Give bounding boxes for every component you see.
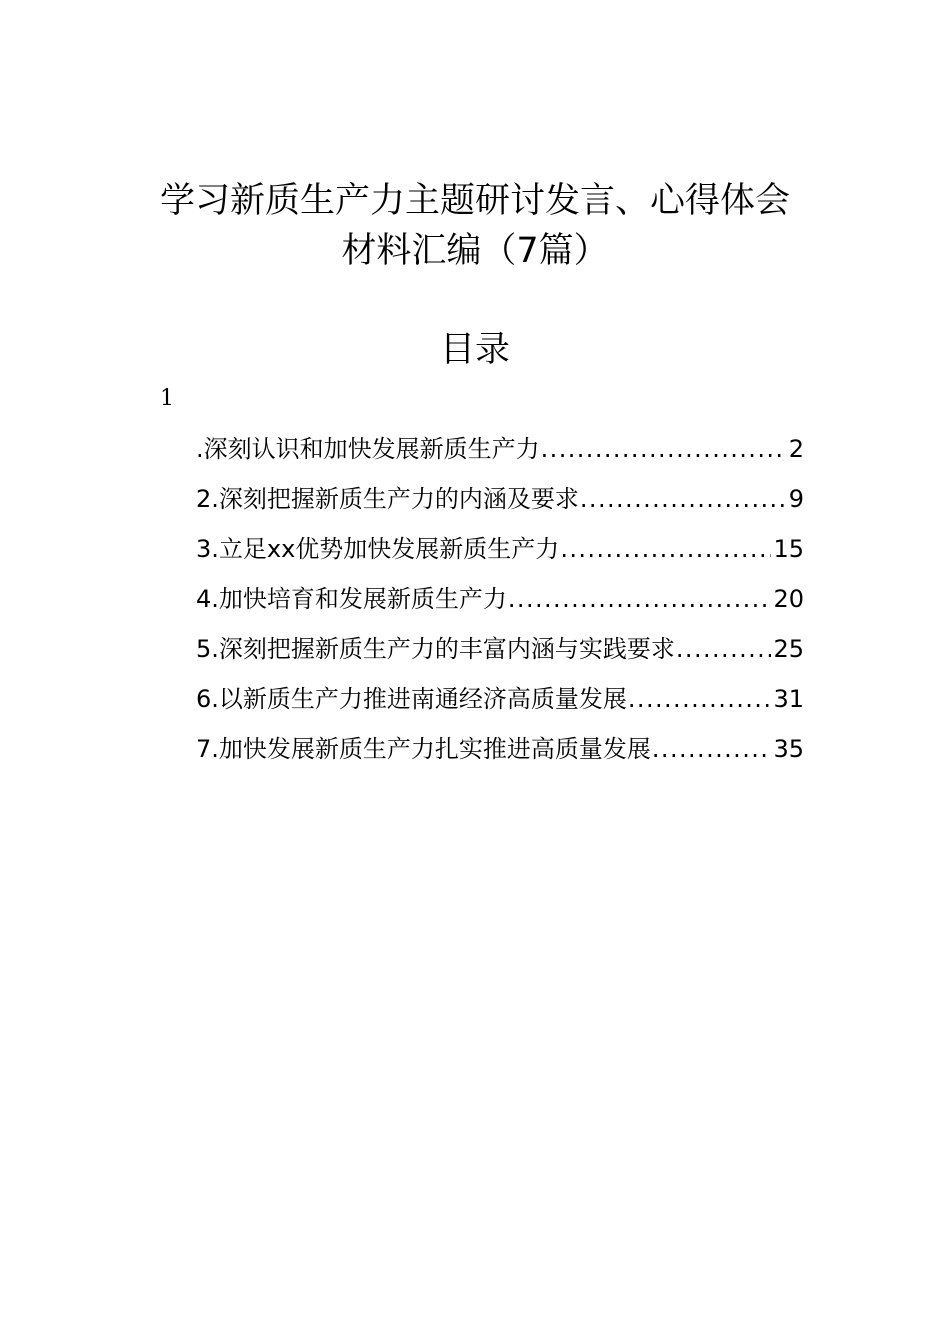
toc-entry-page: 15	[773, 535, 804, 563]
toc-entry[interactable]	[196, 428, 804, 478]
toc-entry-title: 5.深刻把握新质生产力的丰富内涵与实践要求	[196, 635, 675, 663]
toc-entry-page: 9	[788, 485, 804, 513]
page-number-marker: 1	[160, 386, 174, 411]
toc-entry-page: 25	[773, 635, 804, 663]
toc-leader-dots	[652, 728, 772, 770]
toc-entry-title: 2.深刻把握新质生产力的内涵及要求	[196, 485, 579, 513]
toc-leader-dots	[628, 678, 772, 720]
toc-leader-dots	[676, 628, 772, 670]
toc-entry-title: 7.加快发展新质生产力扎实推进高质量发展	[196, 735, 651, 763]
toc-entry[interactable]	[196, 528, 804, 578]
toc-entry-title: .深刻认识和加快发展新质生产力	[196, 435, 540, 463]
toc-leader-dots	[580, 478, 787, 520]
document-title-line-2: 材料汇编（7篇）	[341, 231, 609, 271]
toc-entry[interactable]	[196, 678, 804, 728]
document-title-line-1: 学习新质生产力主题研讨发言、心得体会	[159, 181, 790, 221]
toc-entry-page: 31	[773, 685, 804, 713]
toc-entry-page: 2	[788, 435, 804, 463]
toc-entry-title: 4.加快培育和发展新质生产力	[196, 585, 507, 613]
toc-leader-dots	[560, 528, 771, 570]
toc-leader-dots	[508, 578, 772, 620]
toc-heading: 目录	[439, 330, 510, 370]
toc-entry[interactable]	[196, 728, 804, 778]
toc-entry-title: 6.以新质生产力推进南通经济高质量发展	[196, 685, 627, 713]
table-of-contents	[196, 428, 804, 778]
toc-entry[interactable]	[196, 628, 804, 678]
toc-leader-dots	[541, 428, 787, 470]
toc-entry-page: 35	[773, 735, 804, 763]
toc-entry[interactable]	[196, 478, 804, 528]
toc-entry-page: 20	[773, 585, 804, 613]
toc-entry-title: 3.立足xx优势加快发展新质生产力	[196, 535, 560, 563]
toc-entry[interactable]	[196, 578, 804, 628]
